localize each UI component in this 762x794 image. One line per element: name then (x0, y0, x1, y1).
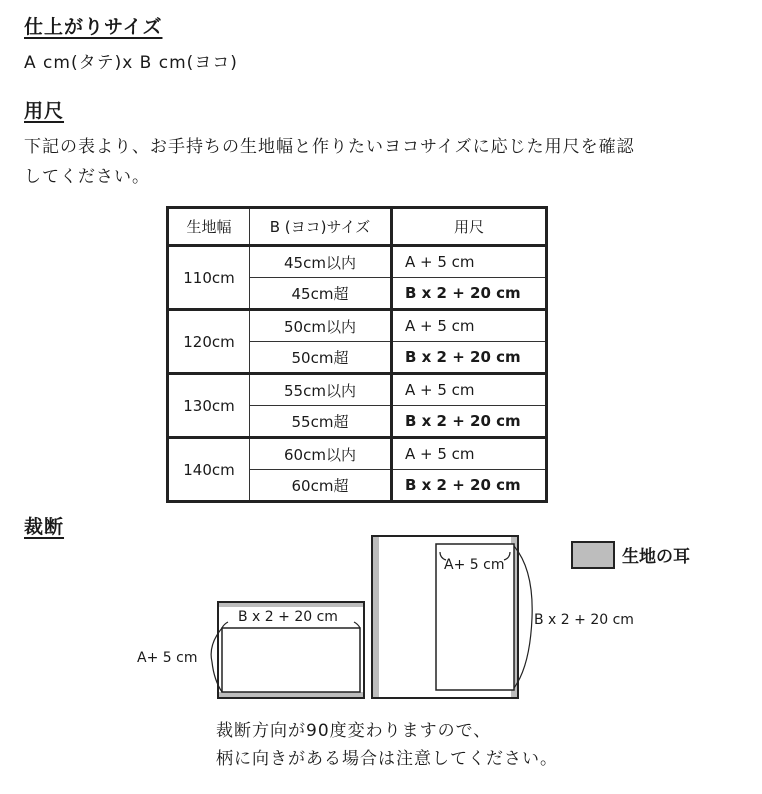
yardage-heading: 用尺 (24, 100, 65, 122)
left-side-label: A+ 5 cm (137, 650, 198, 666)
yardage-cell: A + 5 cm (392, 310, 547, 342)
header-width-size: B (ヨコ)サイズ (250, 208, 392, 246)
left-selvage-top (219, 603, 363, 607)
yardage-cell: A + 5 cm (392, 374, 547, 406)
right-top-label: A+ 5 cm (444, 557, 505, 573)
size-cell: 60cm以内 (250, 438, 392, 470)
header-yardage: 用尺 (392, 208, 547, 246)
size-cell: 50cm超 (250, 342, 392, 374)
size-cell: 55cm以内 (250, 374, 392, 406)
header-fabric-width: 生地幅 (168, 208, 250, 246)
yardage-instruction-line-2: してください。 (24, 167, 150, 187)
finished-size-heading: 仕上がりサイズ (24, 16, 163, 38)
size-cell: 45cm以内 (250, 246, 392, 278)
right-side-label: B x 2 + 20 cm (534, 612, 634, 628)
yardage-cell: A + 5 cm (392, 438, 547, 470)
yardage-cell: A + 5 cm (392, 246, 547, 278)
size-cell: 45cm超 (250, 278, 392, 310)
yardage-cell: B x 2 + 20 cm (392, 406, 547, 438)
yardage-cell: B x 2 + 20 cm (392, 342, 547, 374)
yardage-cell: B x 2 + 20 cm (392, 278, 547, 310)
cutting-heading: 裁断 (24, 516, 65, 538)
left-cut-piece (222, 628, 360, 692)
fabric-width-cell: 110cm (168, 246, 250, 310)
yardage-instruction-line-1: 下記の表より、お手持ちの生地幅と作りたいヨコサイズに応じた用尺を確認 (24, 137, 635, 157)
selvage-legend-label: 生地の耳 (622, 547, 690, 567)
left-top-label: B x 2 + 20 cm (238, 609, 338, 625)
size-cell: 60cm超 (250, 470, 392, 502)
yardage-cell: B x 2 + 20 cm (392, 470, 547, 502)
fabric-width-cell: 120cm (168, 310, 250, 374)
selvage-legend-swatch (572, 542, 614, 568)
fabric-width-cell: 140cm (168, 438, 250, 502)
size-cell: 50cm以内 (250, 310, 392, 342)
finished-size-text: A cm(タテ)x B cm(ヨコ) (24, 53, 238, 73)
cutting-note-line-2: 柄に向きがある場合は注意してください。 (216, 749, 558, 769)
right-selvage-left (373, 537, 379, 697)
cutting-note-line-1: 裁断方向が90度変わりますので、 (216, 721, 492, 741)
size-cell: 55cm超 (250, 406, 392, 438)
fabric-width-cell: 130cm (168, 374, 250, 438)
